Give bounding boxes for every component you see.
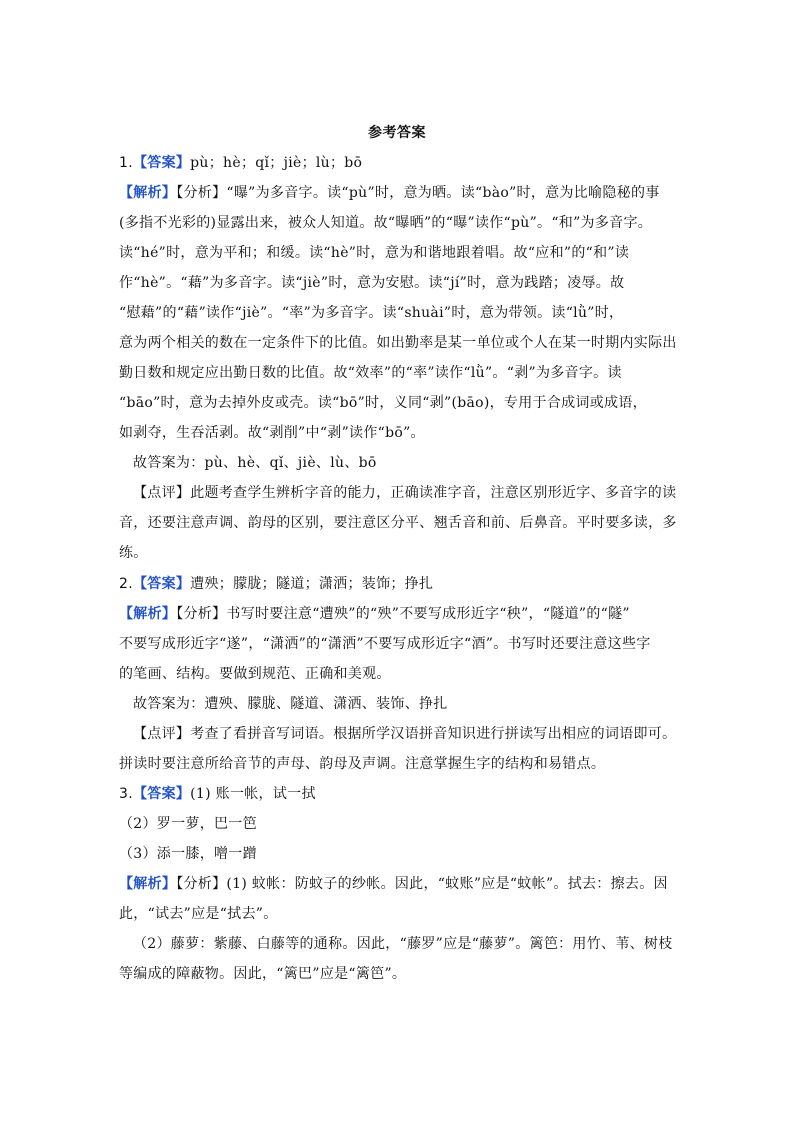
q1-answer-line bbox=[119, 153, 679, 173]
q2-analysis-tag: 【解析】 bbox=[119, 606, 177, 622]
q1-analysis-line: 作“hè”。“藉”为多音字。读“jiè”时，意为安慰。读“jí”时，意为践踏；凌辱。故 bbox=[119, 275, 625, 291]
q1-analysis-line: 勤日数和规定应出勤日数的比值。故“效率”的“率”读作“lǜ”。“剥”为多音字。读 bbox=[119, 365, 622, 381]
q1-analysis-line: 意为两个相关的数在一定条件下的比值。如出勤率是某一单位或个人在某一时期内实际出 bbox=[119, 335, 677, 351]
q1-answer-tag: 【答案】 bbox=[132, 155, 191, 171]
q2-comment-line: 拼读时要注意所给音节的声母、韵母及声调。注意掌握生字的结构和易错点。 bbox=[119, 756, 606, 772]
q2-answer-text: 遭殃；朦胧；隧道；潇洒；装饰；挣扎 bbox=[190, 576, 434, 592]
q3-number: 3. bbox=[119, 786, 133, 802]
q3-sub2-line: 等编成的障蔽物。因此，“篱巴”应是“篱笆”。 bbox=[119, 966, 407, 982]
q2-analysis-line: 的笔画、结构。要做到规范、正确和美观。 bbox=[119, 666, 391, 682]
q3-answer-tag: 【答案】 bbox=[132, 786, 191, 802]
q1-analysis-tag: 【解析】 bbox=[119, 185, 177, 201]
q3-answer-line bbox=[119, 784, 679, 804]
q2-analysis-line bbox=[119, 604, 679, 624]
q3-answer-item: (1) 账一帐，试一拭 bbox=[190, 786, 316, 802]
q1-analysis-line: 读“hé”时，意为平和；和缓。读“hè”时，意为和谐地跟着唱。故“应和”的“和”读 bbox=[119, 245, 630, 261]
q1-answer-text: pù；hè；qǐ；jiè；lù；bō bbox=[190, 155, 363, 171]
q1-conclusion: 故答案为：pù、hè、qǐ、jiè、lù、bō bbox=[133, 455, 377, 471]
q2-analysis-text: 【分析】书写时要注意“遭殃”的“殃”不要写成形近字“秧”，“隧道”的“隧” bbox=[176, 606, 630, 622]
q3-analysis-line: 此，“试去”应是“拭去”。 bbox=[119, 906, 278, 922]
q3-answer-item: （3）添一膝，噌一蹭 bbox=[119, 846, 257, 862]
q2-comment-line: 【点评】考查了看拼音写词语。根据所学汉语拼音知识进行拼读写出相应的词语即可。 bbox=[133, 726, 677, 742]
q1-analysis-text: 【分析】“曝”为多音字。读“pù”时，意为晒。读“bào”时，意为比喻隐秘的事 bbox=[176, 185, 660, 201]
q3-analysis-tag: 【解析】 bbox=[119, 876, 177, 892]
q3-analysis-line bbox=[119, 874, 679, 894]
q2-answer-line bbox=[119, 574, 679, 594]
q1-analysis-line: 如剥夺，生吞活剥。故“剥削”中“剥”读作“bō”。 bbox=[119, 425, 425, 441]
q2-analysis-line: 不要写成形近字“遂”，“潇洒”的“潇洒”不要写成形近字“酒”。书写时还要注意这些字 bbox=[119, 636, 651, 652]
q1-analysis-line: (多指不光彩的)显露出来，被众人知道。故“曝晒”的“曝”读作“pù”。“和”为多音字。 bbox=[119, 215, 653, 231]
q3-answer-item: （2）罗一萝，巴一笆 bbox=[119, 816, 257, 832]
q2-number: 2. bbox=[119, 576, 133, 592]
q2-conclusion: 故答案为：遭殃、朦胧、隧道、潇洒、装饰、挣扎 bbox=[133, 696, 448, 712]
q1-analysis-line: “bāo”时，意为去掉外皮或壳。读“bō”时，义同“剥”(bāo)，专用于合成词或成语， bbox=[119, 395, 647, 411]
q3-sub2-line: （2）藤萝：紫藤、白藤等的通称。因此，“藤罗”应是“藤萝”。篱笆：用竹、苇、树枝 bbox=[133, 936, 673, 952]
q1-analysis-line: “慰藉”的“藉”读作“jiè”。“率”为多音字。读“shuài”时，意为带领。读“lǜ”时， bbox=[119, 305, 624, 321]
q1-comment-line: 【点评】此题考查学生辨析字音的能力，正确读准字音，注意区别形近字、多音字的读 bbox=[133, 485, 677, 501]
q3-analysis-text: 【分析】(1) 蚊帐：防蚊子的纱帐。因此，“蚊账”应是“蚊帐”。拭去：擦去。因 bbox=[176, 876, 668, 892]
q2-answer-tag: 【答案】 bbox=[132, 576, 191, 592]
page-title: 参考答案 bbox=[368, 125, 426, 141]
q1-comment-line: 练。 bbox=[119, 545, 148, 561]
q1-number: 1. bbox=[119, 155, 133, 171]
q1-comment-line: 音，还要注意声调、韵母的区别，要注意区分平、翘舌音和前、后鼻音。平时要多读，多 bbox=[119, 515, 677, 531]
q1-analysis-line bbox=[119, 183, 679, 203]
